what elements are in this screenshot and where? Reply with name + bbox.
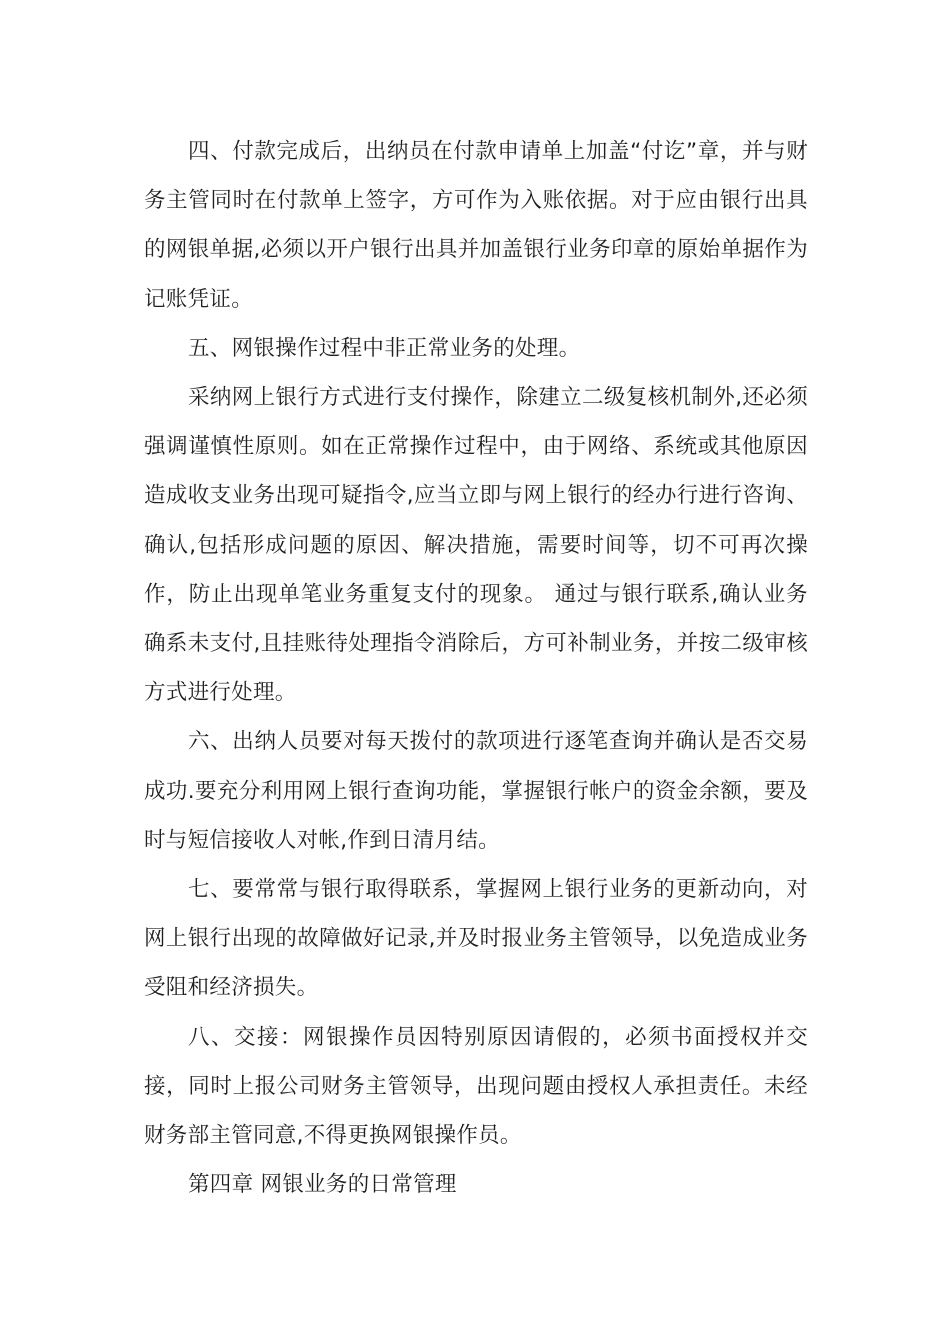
chapter-heading: 第四章 网银业务的日常管理 (188, 1172, 457, 1198)
paragraph-abnormal-business-heading: 五、网银操作过程中非正常业务的处理。 (188, 335, 581, 361)
paragraph-handover: 八、交接：网银操作员因特别原因请假的，必须书面授权并交接，同时上报公司财务主管领导，出现问题由授权人承担责任。未经财务部主管同意,不得更换网银操作员。 (144, 1024, 808, 1149)
paragraph-prudence-principle: 采纳网上银行方式进行支付操作，除建立二级复核机制外,还必须强调谨慎性原则。如在正常操作过程中，由于网络、系统或其他原因造成收支业务出现可疑指令,应当立即与网上银行的经办行进行咨询、确认,包括形成问题的原因、解决措施，需要时间等，切不可再次操作，防止出现单笔业务重复支付的现象。 通过与银行联系,确认业务确系未支付,且挂账待处理指令消除后，方可补制业务，并按二级审核方式进行处理。 (144, 385, 808, 706)
document-body (144, 127, 808, 1209)
paragraph-daily-query: 六、出纳人员要对每天拨付的款项进行逐笔查询并确认是否交易成功.要充分利用网上银行查询功能，掌握银行帐户的资金余额，要及时与短信接收人对帐,作到日清月结。 (144, 729, 808, 853)
paragraph-payment-completion: 四、付款完成后，出纳员在付款申请单上加盖“付讫”章，并与财务主管同时在付款单上签字，方可作为入账依据。对于应由银行出具的网银单据,必须以开户银行出具并加盖银行业务印章的原始单据作为记账凭证。 (144, 139, 808, 312)
paragraph-bank-contact: 七、要常常与银行取得联系，掌握网上银行业务的更新动向，对网上银行出现的故障做好记录,并及时报业务主管领导，以免造成业务受阻和经济损失。 (144, 877, 808, 1001)
